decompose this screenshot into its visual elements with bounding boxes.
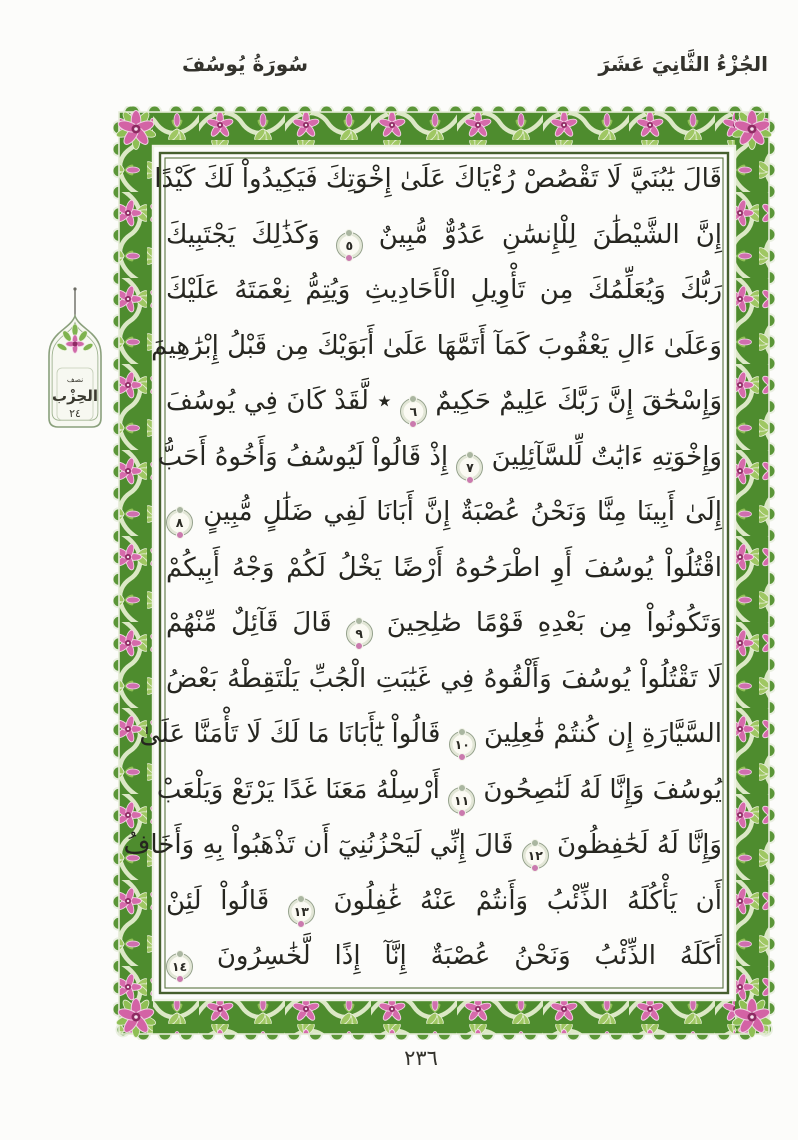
ayah-number: ١٢ [527, 848, 543, 863]
verse-text: السَّيَّارَةِ إِن كُنتُمْ فَٰعِلِينَ [484, 719, 722, 749]
ayah-number-marker [456, 454, 483, 481]
verse-text: رَبُّكَ وَيُعَلِّمُكَ مِن تَأْوِيلِ الْأَحَادِيثِ وَيُتِمُّ نِعْمَتَهُ عَلَيْكَ [166, 275, 722, 305]
ayah-number: ١٠ [454, 737, 470, 752]
verse-text: وَإِنَّا لَهُ لَحَٰفِظُونَ [556, 830, 722, 860]
juz-title: الجُزْءُ الثَّانِيَ عَشَرَ [598, 52, 768, 76]
quran-line [166, 374, 722, 430]
verse-text: وَعَلَىٰ ءَالِ يَعْقُوبَ كَمَآ أَتَمَّهَا عَلَىٰ أَبَوَيْكَ مِن قَبْلُ إِبْرَٰهِيمَ [151, 330, 722, 361]
quran-line [166, 596, 722, 652]
verse-text: وَإِخْوَتِهِ ءَايَٰتٌ لِّلسَّآئِلِينَ [491, 441, 722, 472]
verse-text: قَالَ يَٰبُنَيَّ لَا تَقْصُصْ رُءْيَاكَ عَلَىٰ إِخْوَتِكَ فَيَكِيدُواْ لَكَ كَيْدًا [154, 164, 722, 194]
hizb-marker-hizb-label: الحِزْب [52, 387, 98, 405]
quran-line [166, 263, 722, 319]
verse-text: ٭ لَّقَدْ كَانَ فِي يُوسُفَ [166, 386, 392, 416]
quran-line [157, 430, 722, 486]
ayah-number: ١٤ [171, 959, 188, 974]
verse-text: أَرْسِلْهُ مَعَنَا غَدًا يَرْتَعْ وَيَلْعَبْ [156, 774, 440, 805]
quran-lines [123, 152, 723, 986]
quran-line [151, 319, 722, 375]
ayah-number: ٥ [345, 237, 354, 253]
ayah-number: ٨ [175, 515, 184, 530]
quran-line [123, 818, 722, 874]
ayah-number: ٧ [466, 459, 474, 475]
ayah-number-marker [448, 787, 475, 814]
verse-text: وَتَكُونُواْ مِن بَعْدِهِ قَوْمًا صَٰلِحِينَ [386, 608, 722, 638]
verse-text: وَإِسْحَٰقَ إِنَّ رَبَّكَ عَلِيمٌ حَكِيمٌ [435, 386, 722, 416]
page-number: ٢٣٦ [404, 1046, 438, 1070]
verse-text: إِنَّ الشَّيْطَٰنَ لِلْإِنسَٰنِ عَدُوٌّ مُّبِينٌ [378, 219, 723, 250]
ayah-number: ١٣ [293, 903, 309, 919]
ayah-number-marker [400, 398, 427, 425]
quran-line [154, 152, 722, 208]
hizb-marker-number: ٢٤ [69, 407, 81, 420]
quran-line [166, 208, 722, 264]
quran-line [139, 707, 722, 763]
hizb-marker [38, 286, 112, 446]
verse-text: إِلَىٰ أَبِينَا مِنَّا وَنَحْنُ عُصْبَةٌ إِنَّ أَبَانَا لَفِي ضَلَٰلٍ مُّبِينٍ [203, 497, 722, 527]
quran-line [166, 652, 722, 708]
verse-text: أَن يَأْكُلَهُ الذِّئْبُ وَأَنتُمْ عَنْهُ غَٰفِلُونَ [333, 885, 722, 916]
quran-line [166, 874, 722, 930]
ayah-number-marker [166, 509, 193, 536]
quran-line [156, 763, 722, 819]
ayah-number: ٦ [409, 404, 418, 419]
ayah-number: ١١ [454, 792, 470, 808]
quran-line [166, 929, 722, 985]
verse-text: قَالُواْ يَٰٓأَبَانَا مَا لَكَ لَا تَأْمَنَّا عَلَىٰ [139, 719, 441, 749]
hizb-marker-nisf-label: نصف [66, 375, 84, 384]
verse-text: قَالَ إِنِّي لَيَحْزُنُنِيٓ أَن تَذْهَبُواْ بِهِ وَأَخَافُ [123, 830, 514, 860]
ayah-number-marker [336, 232, 363, 259]
verse-text: وَكَذَٰلِكَ يَجْتَبِيكَ [166, 219, 320, 250]
verse-text: قَالُواْ لَئِنْ [166, 885, 270, 916]
ayah-number-marker [166, 953, 193, 980]
verse-text: إِذْ قَالُواْ لَيُوسُفُ وَأَخُوهُ أَحَبُّ [157, 441, 449, 472]
verse-text: اقْتُلُواْ يُوسُفَ أَوِ اطْرَحُوهُ أَرْضًا يَخْلُ لَكُمْ وَجْهُ أَبِيكُمْ [166, 552, 722, 583]
quran-line [166, 541, 722, 597]
ayah-number-marker [522, 842, 549, 869]
ayah-number-marker [346, 620, 373, 647]
verse-text: يُوسُفَ وَإِنَّا لَهُ لَنَٰصِحُونَ [483, 774, 722, 805]
ayah-number-marker [288, 898, 315, 925]
verse-text: قَالَ قَآئِلٌ مِّنْهُمْ [166, 608, 332, 638]
ayah-number: ٩ [355, 626, 364, 641]
quran-line [166, 485, 722, 541]
ayah-number-marker [449, 731, 476, 758]
verse-text: لَا تَقْتُلُواْ يُوسُفَ وَأَلْقُوهُ فِي غَيَٰبَتِ الْجُبِّ يَلْتَقِطْهُ بَعْضُ [166, 663, 722, 694]
verse-text: أَكَلَهُ الذِّئْبُ وَنَحْنُ عُصْبَةٌ إِنَّآ إِذًا لَّخَٰسِرُونَ [216, 941, 723, 971]
surah-title: سُورَةُ يُوسُفَ [181, 52, 308, 76]
